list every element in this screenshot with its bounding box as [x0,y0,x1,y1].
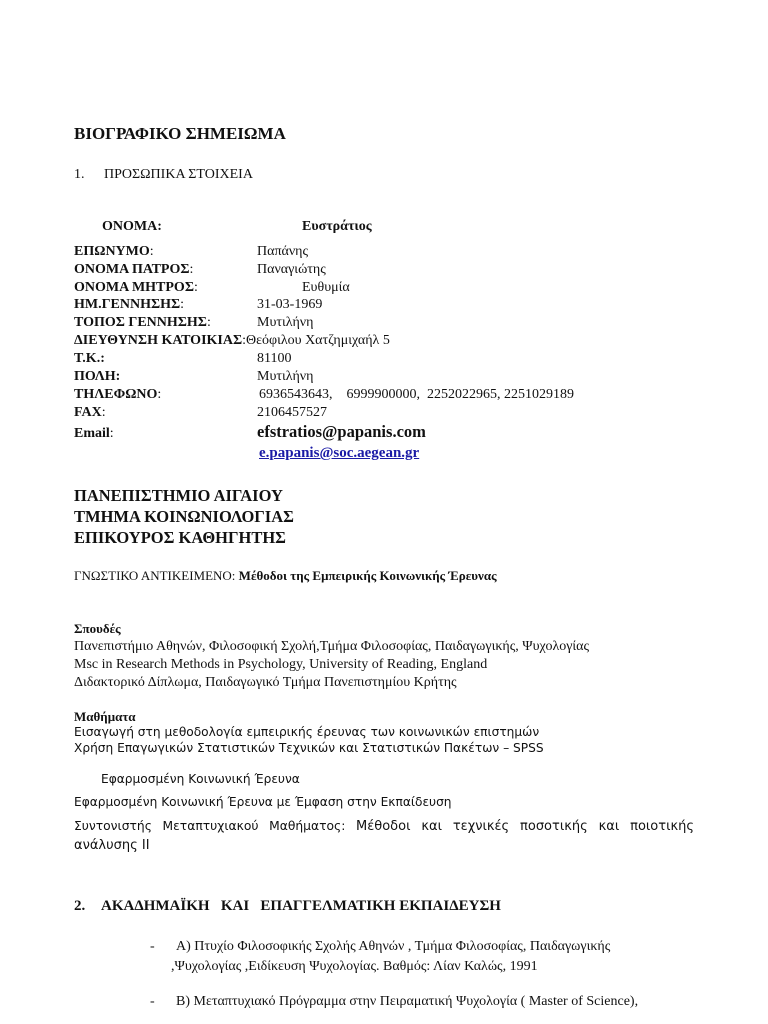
detail-colon: : [193,280,198,295]
first-name-label: ΟΝΟΜΑ: [102,219,162,234]
courses-heading: Μαθήματα [74,709,136,724]
studies-item: Πανεπιστήμιο Αθηνών, Φιλοσοφική Σχολή,Τμήμα Φιλοσοφίας, Παιδαγωγικής, Ψυχολογίας [74,639,590,654]
first-name-value: Ευστράτιος [302,219,372,234]
education-item-line: ,Ψυχολογίας ,Ειδίκευση Ψυχολογίας. Βαθμός: Λίαν Καλώς, 1991 [171,959,538,974]
detail-colon: : [101,405,106,420]
section-2-title: ΑΚΑΔΗΜΑΪΚΗ ΚΑΙ ΕΠΑΓΓΕΛΜΑΤΙΚΗ ΕΚΠΑΙΔΕΥΣΗ [101,898,501,914]
subject-label: ΓΝΩΣΤΙΚΟ ΑΝΤΙΚΕΙΜΕΝΟ: [74,568,239,583]
detail-value: 31-03-1969 [257,297,323,312]
education-item-line: Β) Μεταπτυχιακό Πρόγραμμα στην Πειραματική Ψυχολογία ( Master of Science), [176,994,639,1009]
detail-colon: : [157,387,162,402]
document-title: ΒΙΟΓΡΑΦΙΚΟ ΣΗΜΕΙΩΜΑ [74,124,286,143]
detail-label: ΔΙΕΥΘΥΝΣΗ ΚΑΤΟΙΚΙΑΣ [74,333,243,348]
coordinator-value: Μέθοδοι και τεχνικές ποσοτικής και ποιοτικής ανάλυσης ΙΙ [74,819,695,853]
studies-heading: Σπουδές [74,621,121,636]
detail-row [74,369,120,385]
education-item-line: Α) Πτυχίο Φιλοσοφικής Σχολής Αθηνών , Τμήμα Φιλοσοφίας, Παιδαγωγικής [176,939,611,954]
detail-row [74,297,184,313]
detail-row [74,333,390,349]
detail-value: Παναγιώτης [257,262,326,277]
studies-item: Msc in Research Methods in Psychology, University of Reading, England [74,657,488,672]
studies-item: Διδακτορικό Δίπλωμα, Παιδαγωγικό Τμήμα Πανεπιστημίου Κρήτης [74,675,457,690]
detail-value: Θεόφιλου Χατζημιχαήλ 5 [246,333,390,348]
email-row [74,426,114,442]
detail-colon: : [149,244,154,259]
detail-value: 6936543643, 6999900000, 2252022965, 2251029189 [259,387,574,402]
list-bullet: - [150,994,155,1009]
course-item: Χρήση Επαγωγικών Στατιστικών Τεχνικών και Στατιστικών Πακέτων – SPSS [74,741,544,755]
detail-value: 81100 [257,351,292,366]
course-item: Εφαρμοσμένη Κοινωνική Έρευνα [101,772,300,786]
detail-row [74,387,161,403]
email-colon: : [109,426,114,441]
position-title: ΕΠΙΚΟΥΡΟΣ ΚΑΘΗΓΗΤΗΣ [74,528,286,547]
detail-label: Τ.Κ.: [74,351,105,366]
email-label: Email [74,426,110,441]
detail-colon: : [180,297,185,312]
detail-colon: : [189,262,194,277]
detail-row [74,315,211,331]
detail-value: 2106457527 [257,405,327,420]
detail-label: FAX [74,405,102,420]
university-name: ΠΑΝΕΠΙΣΤΗΜΙΟ ΑΙΓΑΙΟΥ [74,486,283,505]
detail-label: ΗΜ.ΓΕΝΝΗΣΗΣ [74,297,181,312]
detail-row [74,280,198,296]
subject-value: Μέθοδοι της Εμπειρικής Κοινωνικής Έρευνας [238,568,497,583]
detail-label: ΟΝΟΜΑ ΜΗΤΡΟΣ [74,280,194,295]
detail-label: ΤΗΛΕΦΩΝΟ [74,387,158,402]
detail-label: ΕΠΩΝΥΜΟ [74,244,150,259]
coordinator-label: Συντονιστής Μεταπτυχιακού Μαθήματος: [74,819,357,833]
department-name: ΤΜΗΜΑ ΚΟΙΝΩΝΙΟΛΟΓΙΑΣ [74,507,294,526]
section-2-number: 2. [74,898,86,914]
detail-value: Μυτιλήνη [257,369,314,384]
detail-row [74,262,193,278]
subject-line [74,568,497,584]
section-1-title: ΠΡΟΣΩΠΙΚΑ ΣΤΟΙΧΕΙΑ [104,167,253,182]
detail-row [74,351,105,367]
email-secondary-link[interactable]: e.papanis@soc.aegean.gr [259,445,420,461]
detail-colon: : [242,333,247,348]
detail-colon: : [206,315,211,330]
course-item: Εφαρμοσμένη Κοινωνική Έρευνα με Έμφαση στην Εκπαίδευση [74,795,452,809]
course-item: Εισαγωγή στη μεθοδολογία εμπειρικής έρευνας των κοινωνικών επιστημών [74,725,540,739]
detail-value: Παπάνης [257,244,309,259]
detail-row [74,405,106,421]
detail-label: ΟΝΟΜΑ ΠΑΤΡΟΣ [74,262,190,277]
detail-row [74,244,154,260]
detail-label: ΠΟΛΗ: [74,369,121,384]
section-1-number: 1. [74,167,85,182]
detail-value: Ευθυμία [302,280,350,295]
list-bullet: - [150,939,155,954]
email-primary: efstratios@papanis.com [257,422,426,441]
detail-label: ΤΟΠΟΣ ΓΕΝΝΗΣΗΣ [74,315,207,330]
detail-value: Μυτιλήνη [257,315,314,330]
coordinator-paragraph [74,817,694,855]
